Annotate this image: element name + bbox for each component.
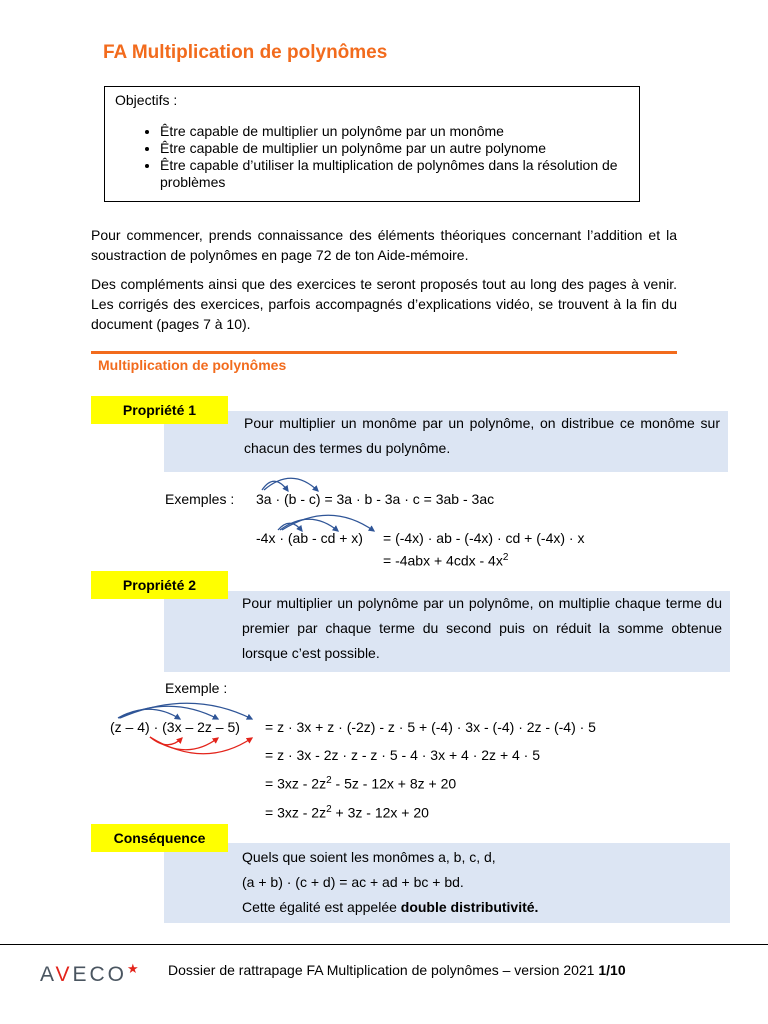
property1-text: Pour multiplier un monôme par un polynôme, on distribue ce monôme sur chacun des termes du polynôme. xyxy=(244,415,720,456)
consequence-tag: Conséquence xyxy=(91,824,228,852)
arrow-ex2-x xyxy=(282,515,374,531)
arrow-ex2-cd xyxy=(280,519,338,531)
page-number: 1/10 xyxy=(598,962,626,978)
example-lhs: (z – 4) · (3x – 2z – 5) xyxy=(110,719,240,735)
consequence-line3: Cette égalité est appelée double distributivité. xyxy=(242,899,539,915)
property1-tag: Propriété 1 xyxy=(91,396,228,424)
arrow-4-5 xyxy=(150,737,252,754)
intro-paragraph: Pour commencer, prends connaissance des éléments théoriques concernant l’addition et la soustraction de polynômes en page 72 de ton Aide-mémoire. xyxy=(91,227,677,263)
arrow-z-5 xyxy=(120,703,252,719)
consequence-line1: Quels que soient les monômes a, b, c, d, xyxy=(242,849,496,865)
example-label: Exemple : xyxy=(165,680,228,696)
objective-item: • Être capable de multiplier un polynôme par un monôme xyxy=(160,123,630,140)
expansion-line1: = z · 3x + z · (-2z) - z · 5 + (-4) · 3x - (-4) · 2z - (-4) · 5 xyxy=(265,719,596,735)
star-icon: ★ xyxy=(126,961,139,976)
property2-text: Pour multiplier un polynôme par un polynôme, on multiplie chaque terme du premier par chaque terme du second puis on réduit la somme obtenue lorsque c’est possible. xyxy=(242,595,722,661)
expansion-line3: = $3xz - 2z^2 - 5z - 12x + 8z + 20$ xyxy=(265,775,457,792)
aveco-logo: AVECO★ xyxy=(40,961,139,986)
example2-lhs: -4x · (ab - cd + x) xyxy=(256,530,363,546)
property2-tag: Propriété 2 xyxy=(91,571,228,599)
footer-text: Dossier de rattrapage FA Multiplication de polynômes – version 2021 1/10 xyxy=(168,962,626,978)
expansion-line4: = $3xz - 2z^2 + 3z - 12x + 20$ xyxy=(265,804,429,821)
intro-paragraph: Des compléments ainsi que des exercices te seront proposés tout au long des pages à venir. Les corrigés des exercices, parfois accompagnés d’explications vidéo, se trouvent à la fin du document (pages 7 à 10). xyxy=(91,276,677,332)
arrow-ex1-c xyxy=(264,478,318,491)
objective-item: • Être capable de multiplier un polynôme par un autre polynome xyxy=(160,140,630,157)
example2-line2: = $-4abx + 4cdx - 4x^2$ xyxy=(383,552,509,569)
document-title: FA Multiplication de polynômes xyxy=(103,42,388,63)
section-title: Multiplication de polynômes xyxy=(98,357,287,373)
expansion-line2: = z · 3x - 2z · z - z · 5 - 4 · 3x + 4 · 2z + 4 · 5 xyxy=(265,747,541,763)
example2-line1: = (-4x) · ab - (-4x) · cd + (-4x) · x xyxy=(383,530,585,546)
objectives-heading: Objectifs : xyxy=(115,92,178,108)
examples-label: Exemples : xyxy=(165,491,235,507)
objective-item: • Être capable d’utiliser la multiplication de polynômes dans la résolution de problèmes xyxy=(160,157,630,191)
footer-divider xyxy=(0,944,768,945)
consequence-line2: (a + b) · (c + d) = ac + ad + bc + bd. xyxy=(242,874,464,890)
example1-expression: 3a · (b - c) = 3a · b - 3a · c = 3ab - 3ac xyxy=(256,491,495,507)
